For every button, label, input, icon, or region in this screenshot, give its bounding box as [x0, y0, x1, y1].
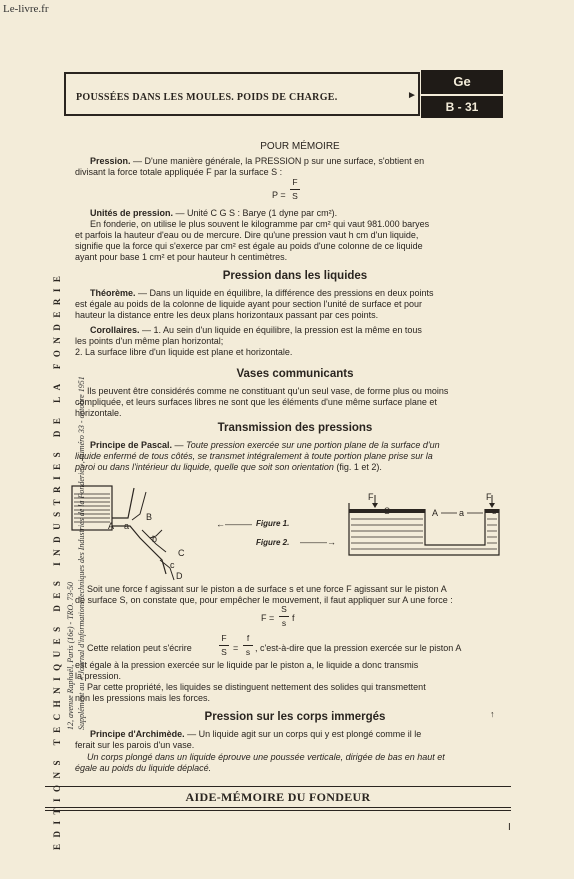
figure-1-caption: Figure 1.	[256, 519, 290, 528]
relation-line-3: la pression.	[75, 671, 122, 681]
fig2-label-S: S	[384, 506, 391, 516]
pascal-line-2: liquide enfermé de tous côtés, se transmet intégralement à toute portion plane prise sur la	[75, 451, 433, 461]
archimedes-line-4: égale au poids du liquide déplacé.	[75, 763, 212, 773]
relation-den-1: S	[221, 647, 227, 657]
units-line-4: signifie que la force qui s'exerce par cm² est égale au poids d'une colonne de ce liquide	[75, 241, 423, 251]
pistons-line-1: Soit une force f agissant sur le piston a de surface s et une force F agissant sur le piston A	[87, 584, 447, 594]
relation-line-1b: , c'est-à-dire que la pression exercée sur le piston A	[255, 643, 462, 653]
units-line-3: et parfois la hauteur d'eau ou de mercure. Dire qu'une pression vaut h cm d'un liquide,	[75, 230, 419, 240]
corollary-line-2: les points d'un même plan horizontal;	[75, 336, 224, 346]
arrow-up-icon: ↑	[490, 709, 495, 719]
figure-2-arrow: ———→	[300, 537, 336, 547]
theorem-label: Théorème.	[90, 288, 136, 298]
relation-equals: =	[233, 643, 239, 653]
archimedes-line-2: ferait sur les parois d'un vase.	[75, 740, 195, 750]
units-line-1	[90, 208, 337, 219]
theorem-line-1	[90, 288, 434, 299]
figure-2-diagram	[345, 495, 505, 563]
footer-title: AIDE-MÉMOIRE DU FONDEUR	[185, 790, 371, 804]
units-label: Unités de pression.	[90, 208, 174, 218]
pascal-label: Principe de Pascal.	[90, 440, 173, 450]
pascal-text-1: — Toute pression exercée sur une portion plane de la surface d'un	[172, 440, 440, 450]
figure-2-caption: Figure 2.	[256, 538, 290, 547]
archimedes-label: Principe d'Archimède.	[90, 729, 185, 739]
memo-title: POUR MÉMOIRE	[260, 141, 340, 152]
spine-supplement: Supplément au « Journal d'informations techniques des Industries de la Fonderie », numéro 33 - octobre 1951	[77, 376, 86, 730]
formula-2-denominator: s	[281, 618, 287, 628]
relation-line-2: est égale à la pression exercée sur le liquide par le piston a, le liquide a donc transmis	[75, 660, 419, 670]
spine-publisher: EDITIONS TECHNIQUES DES INDUSTRIES DE LA FONDERIE	[52, 269, 62, 850]
formula-1-numerator: F	[292, 177, 298, 187]
corollary-line-1	[90, 325, 422, 336]
fig2-label-a: a	[459, 508, 465, 518]
theorem-text-1: — Dans un liquide en équilibre, la différence des pressions en deux points	[135, 288, 434, 298]
formula-2-numerator: S	[281, 604, 287, 614]
pascal-line-1	[90, 440, 440, 451]
page-number: I	[508, 822, 511, 833]
units-text: — Unité C G S : Barye (1 dyne par cm²).	[173, 208, 338, 218]
relation-num-1: F	[221, 633, 227, 643]
fig1-label-D: D	[176, 571, 183, 581]
fig2-label-f: F	[486, 492, 492, 502]
spine-address: 12, avenue Raphaël, Paris (16e) - TRO. 73-50	[66, 582, 75, 730]
vases-line-1: Ils peuvent être considérés comme ne constituant qu'un seul vase, de forme plus ou moins	[87, 386, 449, 396]
relation-line-1a: Cette relation peut s'écrire	[87, 643, 192, 653]
sheet-code: B - 31	[421, 96, 503, 118]
vases-line-3: horizontale.	[75, 408, 122, 418]
formula-1-lhs: P =	[272, 190, 286, 200]
fig1-label-A: A	[108, 521, 115, 531]
header-title: POUSSÉES DANS LES MOULES. POIDS DE CHARGE.	[76, 92, 338, 103]
figure-1-diagram	[70, 478, 210, 586]
theorem-line-2: est égale au poids de la colonne de liquide ayant pour section l'unité de surface et pour	[75, 299, 422, 309]
fig1-label-c: c	[170, 560, 175, 570]
relation-den-2: s	[245, 647, 251, 657]
formula-2-rhs: f	[292, 613, 295, 623]
formula-1-denominator: S	[292, 191, 298, 201]
memo-label-pression: Pression.	[90, 156, 131, 166]
pascal-text-3: paroi ou dans l'intérieur du liquide, quelle que soit son orientation	[75, 462, 334, 472]
archimedes-text-1: — Un liquide agit sur un corps qui y est plongé comme il le	[184, 729, 422, 739]
fig1-label-b: b	[152, 534, 158, 544]
memo-text-1: — D'une manière générale, la PRESSION p sur une surface, s'obtient en	[130, 156, 425, 166]
heading-vases: Vases communicants	[236, 368, 354, 380]
heading-liquids: Pression dans les liquides	[222, 270, 368, 282]
memo-line-2: divisant la force totale appliquée F par la surface S :	[75, 167, 283, 177]
fig2-label-A: A	[432, 508, 439, 518]
memo-line-1	[90, 156, 424, 167]
formula-1-bar	[290, 189, 300, 190]
relation-bar-2	[243, 645, 253, 646]
heading-immersed: Pression sur les corps immergés	[204, 711, 386, 723]
watermark: Le-livre.fr	[3, 3, 49, 15]
theorem-line-3: hauteur la distance entre les deux plans horizontaux passant par ces points.	[75, 310, 379, 320]
section-code: Ge	[421, 70, 503, 94]
relation-line-5: non les pressions mais les forces.	[75, 693, 211, 703]
relation-bar-1	[219, 645, 229, 646]
corollary-text-1: — 1. Au sein d'un liquide en équilibre, la pression est la même en tous	[139, 325, 422, 335]
corollary-line-3: 2. La surface libre d'un liquide est plane et horizontale.	[75, 347, 293, 357]
fig1-label-B: B	[146, 512, 153, 522]
vases-line-2: compliquée, et leurs surfaces libres ne sont que les éléments d'une même surface plane et	[75, 397, 437, 407]
fig1-label-a: a	[124, 521, 130, 531]
footer-underline	[45, 810, 511, 811]
heading-transmission: Transmission des pressions	[217, 422, 373, 434]
fig2-label-s: s	[492, 506, 497, 516]
pascal-fig-ref: (fig. 1 et 2).	[336, 462, 382, 472]
fig1-label-C: C	[178, 548, 185, 558]
pistons-line-2: de surface S, on constate que, pour empêcher le mouvement, il faut appliquer sur A une force :	[75, 595, 453, 605]
relation-num-2: f	[246, 633, 250, 643]
formula-2-lhs: F =	[261, 613, 275, 623]
pascal-line-3	[75, 462, 382, 473]
corollary-label: Corollaires.	[90, 325, 140, 335]
formula-2-bar	[279, 616, 289, 617]
archimedes-line-1	[90, 729, 421, 740]
fig2-label-F: F	[368, 492, 374, 502]
arrow-right-icon: ►	[407, 90, 417, 101]
relation-line-4: Par cette propriété, les liquides se distinguent nettement des solides qui transmettent	[87, 682, 426, 692]
units-line-5: ayant pour base 1 cm² et pour hauteur h centimètres.	[75, 252, 288, 262]
units-line-2: En fonderie, on utilise le plus souvent le kilogramme par cm² qui vaut 981.000 baryes	[90, 219, 430, 229]
archimedes-line-3: Un corps plongé dans un liquide éprouve une poussée verticale, dirigée de bas en haut et	[87, 752, 445, 762]
figure-1-arrow: ←———	[216, 519, 252, 529]
